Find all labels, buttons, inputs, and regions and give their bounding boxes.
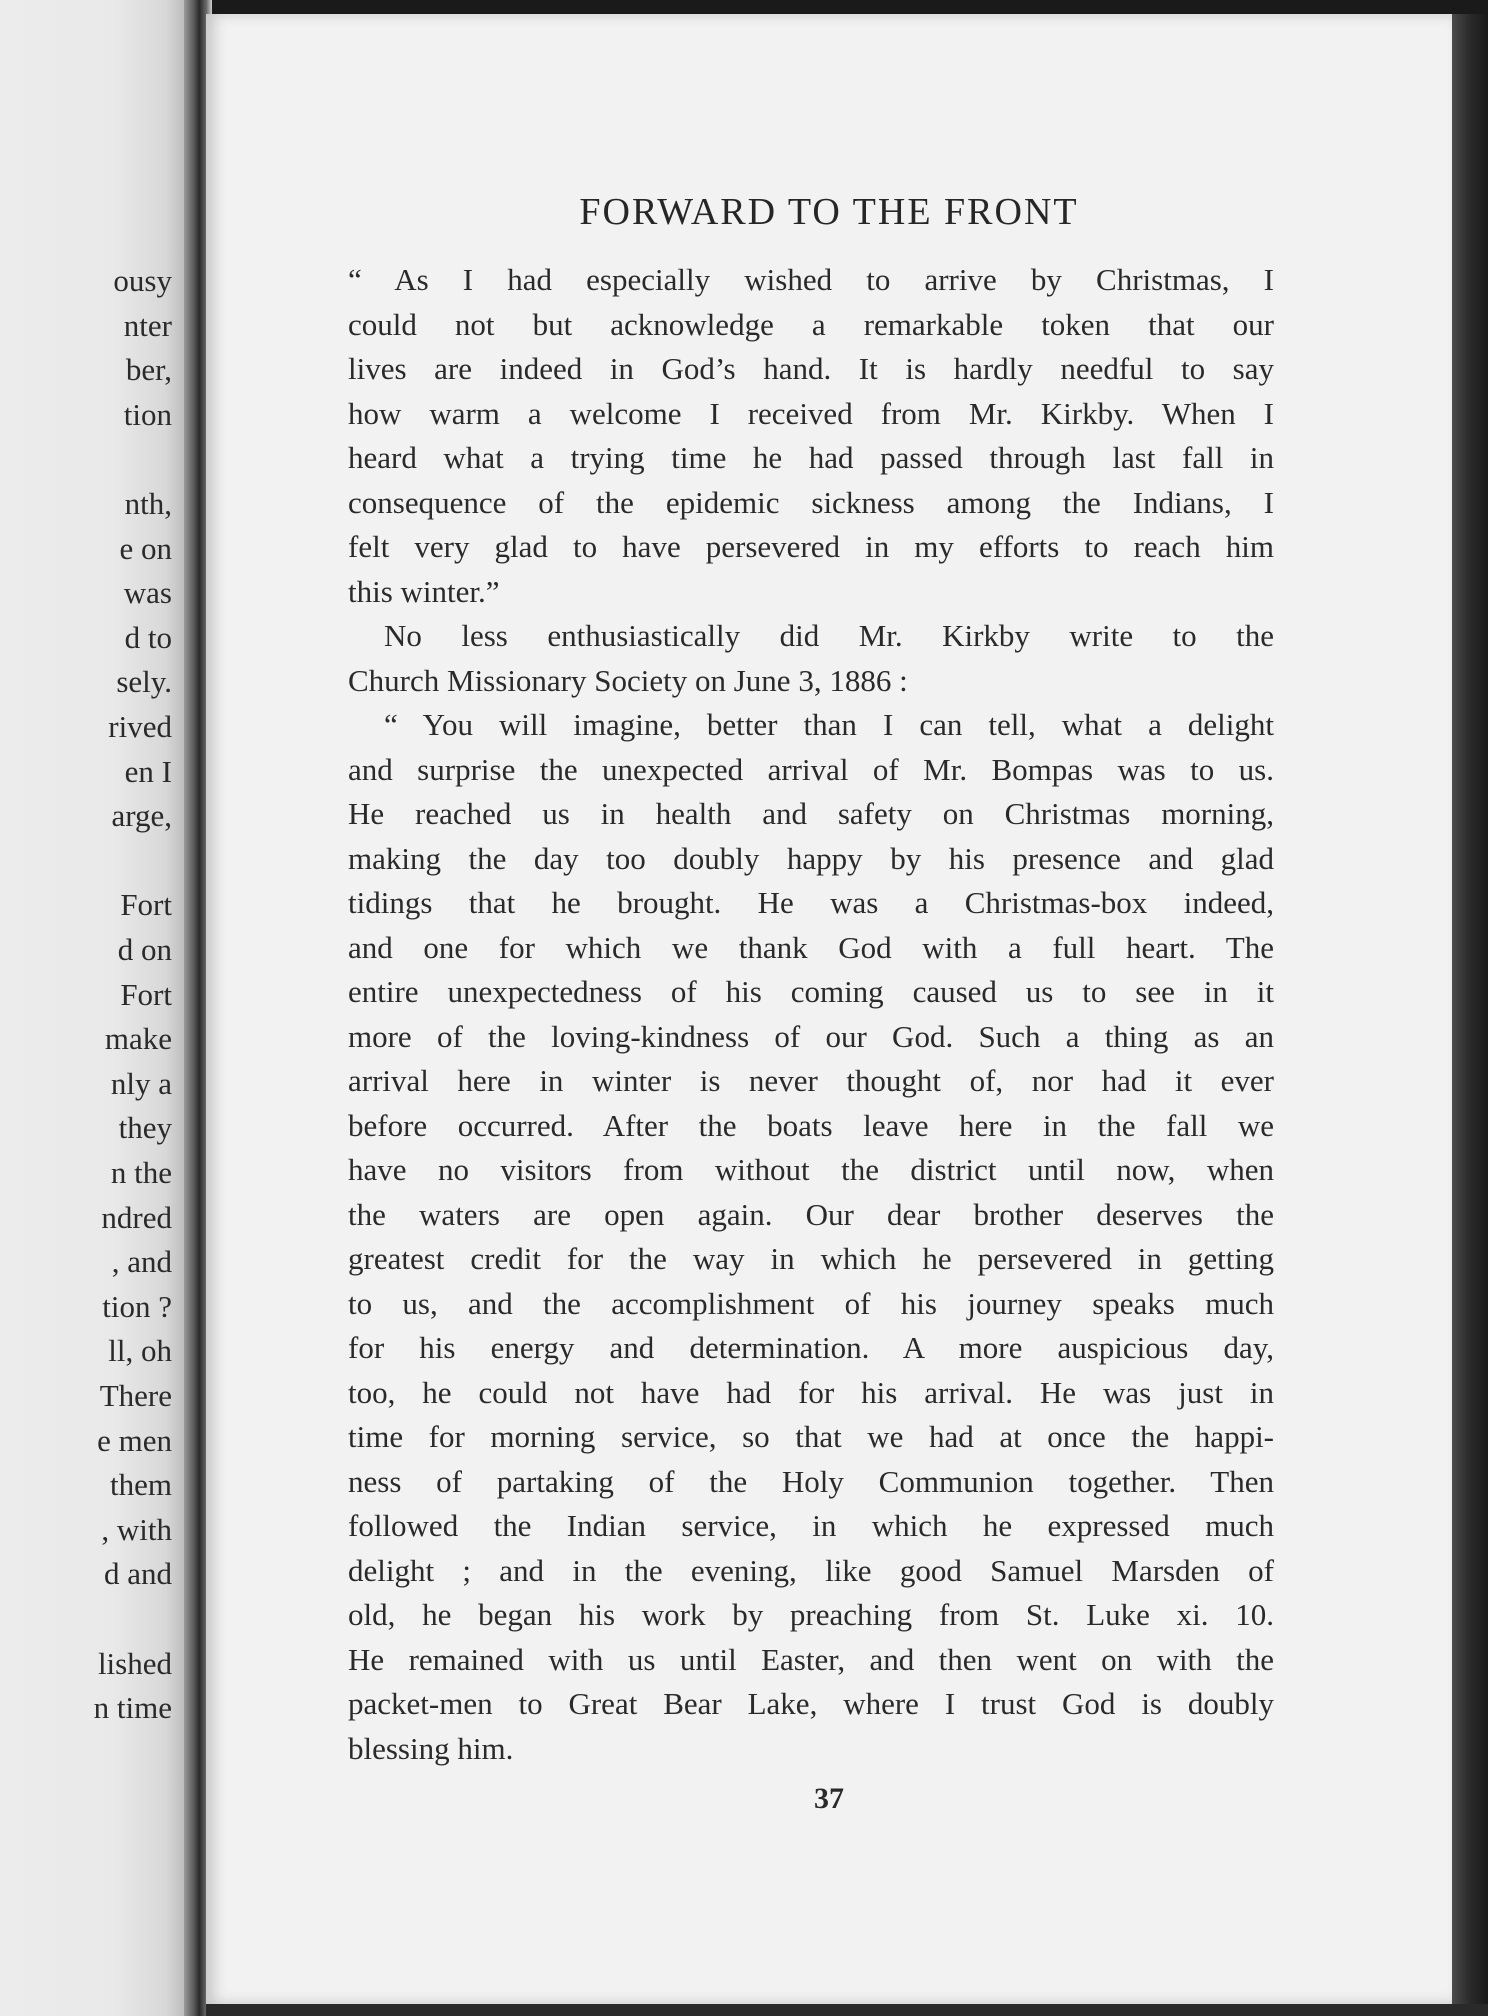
text-line: more of the loving-kindness of our God. Such a thing as an <box>348 1018 1274 1054</box>
text-line: felt very glad to have persevered in my efforts to reach him <box>348 529 1274 564</box>
left-page-fragment: Fort <box>120 976 172 1012</box>
text-line: could not but acknowledge a remarkable token that our <box>348 306 1274 342</box>
left-page-fragment: arge, <box>111 798 172 834</box>
left-page-fragment: d on <box>117 932 172 967</box>
text-line: ness of partaking of the Holy Communion together. Then <box>348 1463 1274 1499</box>
left-page-fragment: nth, <box>124 486 172 521</box>
text-line: He remained with us until Easter, and then went on with the <box>348 1641 1274 1677</box>
left-page-fragment: Fort <box>120 887 172 923</box>
text-line: lives are indeed in God’s hand. It is hardly needful to say <box>348 351 1274 386</box>
left-page-fragment: lished <box>97 1645 172 1681</box>
left-page-fragment: tion ? <box>102 1288 172 1324</box>
left-page-fragment: rived <box>108 709 172 744</box>
page-number: 37 <box>814 1782 844 1815</box>
text-line: He reached us in health and safety on Christmas morning, <box>348 796 1274 831</box>
left-page-fragment: There <box>99 1378 172 1413</box>
left-page-fragment: nter <box>123 307 172 343</box>
left-page-fragment: was <box>123 575 172 611</box>
text-line: packet-men to Great Bear Lake, where I trust God is doubly <box>348 1686 1274 1721</box>
text-line: heard what a trying time he had passed through last fall in <box>348 440 1274 475</box>
right-page <box>206 14 1452 2004</box>
left-page-fragment: e men <box>97 1422 172 1458</box>
text-line: entire unexpectedness of his coming caused us to see in it <box>348 974 1274 1009</box>
text-line: followed the Indian service, in which he expressed much <box>348 1508 1274 1543</box>
left-facing-page <box>0 0 188 2016</box>
text-line: this winter.” <box>348 573 500 609</box>
text-line: making the day too doubly happy by his presence and glad <box>348 840 1274 876</box>
text-line: too, he could not have had for his arrival. He was just in <box>348 1374 1274 1410</box>
left-page-fragment: , with <box>101 1511 172 1547</box>
page-edge-bottom <box>206 2004 1488 2016</box>
text-line: for his energy and determination. A more auspicious day, <box>348 1330 1274 1365</box>
left-page-fragment: d and <box>103 1556 172 1592</box>
text-line: tidings that he brought. He was a Christmas-box indeed, <box>348 885 1274 920</box>
text-line: consequence of the epidemic sickness among the Indians, I <box>348 484 1274 520</box>
left-page-fragment: ber, <box>125 352 172 388</box>
left-page-fragment: n the <box>110 1155 172 1190</box>
text-line: time for morning service, so that we had at once the happi- <box>348 1419 1274 1454</box>
text-line: old, he began his work by preaching from St. Luke xi. 10. <box>348 1597 1274 1632</box>
left-page-fragment: they <box>118 1110 172 1146</box>
left-page-fragment: d to <box>124 619 172 655</box>
page-edge-right <box>1452 14 1488 2004</box>
left-page-fragment: them <box>110 1467 172 1503</box>
text-line: “ You will imagine, better than I can tell, what a delight <box>384 707 1274 742</box>
text-line: and surprise the unexpected arrival of Mr. Bompas was to us. <box>348 751 1274 787</box>
left-page-fragment: en I <box>124 753 172 789</box>
text-line: No less enthusiastically did Mr. Kirkby write to the <box>384 618 1274 653</box>
page-title: FORWARD TO THE FRONT <box>579 191 1079 233</box>
text-line: blessing him. <box>348 1730 514 1766</box>
left-page-fragment: , and <box>111 1244 172 1280</box>
left-page-fragment: ll, oh <box>108 1333 172 1369</box>
text-line: delight ; and in the evening, like good Samuel Marsden of <box>348 1552 1274 1588</box>
body-text <box>348 258 1274 1771</box>
text-line: “ As I had especially wished to arrive by Christmas, I <box>348 262 1274 297</box>
text-line: to us, and the accomplishment of his journey speaks much <box>348 1285 1274 1321</box>
left-page-fragment: ndred <box>101 1199 172 1235</box>
text-line: before occurred. After the boats leave here in the fall we <box>348 1107 1274 1143</box>
left-page-fragment: e on <box>119 530 172 566</box>
left-page-fragment: tion <box>123 396 172 432</box>
left-page-fragment: ousy <box>113 263 172 298</box>
left-page-fragment: make <box>104 1021 172 1057</box>
text-line: arrival here in winter is never thought of, nor had it ever <box>348 1063 1274 1098</box>
left-page-fragment: n time <box>93 1690 172 1726</box>
text-line: and one for which we thank God with a full heart. The <box>348 929 1274 965</box>
left-page-fragment: sely. <box>116 664 172 700</box>
text-line: the waters are open again. Our dear brother deserves the <box>348 1196 1274 1232</box>
left-page-fragment: nly a <box>110 1065 172 1101</box>
text-line: Church Missionary Society on June 3, 1886 : <box>348 662 908 698</box>
text-line: greatest credit for the way in which he persevered in getting <box>348 1241 1274 1276</box>
text-line: how warm a welcome I received from Mr. Kirkby. When I <box>348 395 1274 431</box>
text-line: have no visitors from without the district until now, when <box>348 1152 1274 1187</box>
